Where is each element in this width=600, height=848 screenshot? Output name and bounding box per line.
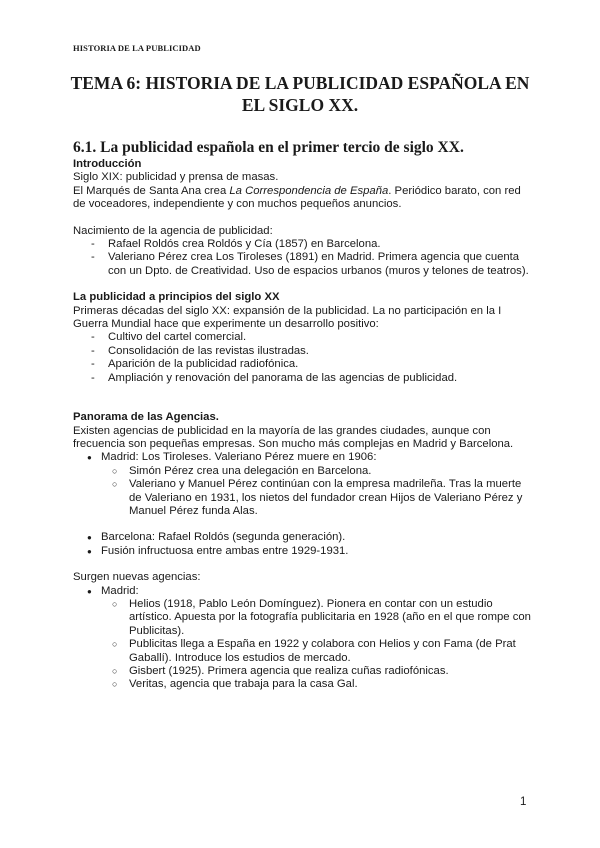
list-item: - Valeriano Pérez crea Los Tiroleses (1891) en Madrid. Primera agencia que cuenta con un Dpto. de Creatividad. Uso de espacios urbanos (muros y telones de teatros).	[73, 251, 533, 278]
document-body	[73, 138, 533, 692]
panorama-text: Existen agencias de publicidad en la mayoría de las grandes ciudades, aunque con frecuencia son pequeñas empresas. Son mucho más complejas en Madrid y Barcelona.	[73, 424, 514, 450]
page-number: 1	[520, 796, 527, 808]
intro-line-2-pre: El Marqués de Santa Ana crea	[73, 184, 230, 197]
intro-line-1: Siglo XIX: publicidad y prensa de masas.	[73, 171, 279, 184]
new-madrid-label: Madrid:	[101, 584, 139, 597]
madrid-sublist	[101, 465, 533, 519]
madrid-item: Madrid: Los Tiroleses. Valeriano Pérez muere en 1906:	[101, 451, 377, 464]
title-line-2: EL SIGLO XX.	[241, 95, 359, 115]
panorama-heading: Panorama de las Agencias.	[73, 411, 219, 424]
agency-intro: Nacimiento de la agencia de publicidad:	[73, 224, 273, 237]
agency-list	[73, 238, 533, 278]
running-header: HISTORIA DE LA PUBLICIDAD	[73, 43, 201, 53]
list-item	[73, 585, 533, 692]
early-list	[73, 331, 533, 385]
panorama-list	[73, 451, 533, 518]
list-item: ○ Gisbert (1925). Primera agencia que realiza cuñas radiofónicas.	[73, 665, 533, 678]
list-item: ○ Valeriano y Manuel Pérez continúan con la empresa madrileña. Tras la muerte de Valeriano en 1931, los nietos del fundador crean Hijos de Valeriano Pérez y Manuel Pérez funda Alas.	[73, 478, 533, 518]
section-title: 6.1. La publicidad española en el primer tercio de siglo XX.	[73, 139, 464, 156]
title-line-1: TEMA 6: HISTORIA DE LA PUBLICIDAD ESPAÑOLA EN	[70, 73, 530, 93]
list-item: - Ampliación y renovación del panorama de las agencias de publicidad.	[73, 372, 533, 385]
list-item: ● Barcelona: Rafael Roldós (segunda generación).	[73, 531, 533, 544]
document-title	[60, 72, 540, 116]
list-item: ○ Simón Pérez crea una delegación en Barcelona.	[73, 465, 533, 478]
intro-line-2	[73, 185, 533, 212]
list-item: - Consolidación de las revistas ilustradas.	[73, 345, 533, 358]
panorama-list-2	[73, 531, 533, 558]
early-text: Primeras décadas del siglo XX: expansión de la publicidad. La no participación en la I Guerra Mundial hace que experimente un desarrollo positivo:	[73, 304, 502, 331]
new-agencies-list	[73, 585, 533, 692]
intro-heading: Introducción	[73, 158, 142, 170]
list-item: ○ Helios (1918, Pablo León Domínguez). Pionera en contar con un estudio artístico. Apuesta por la fotografía publicitaria en 1928 (año en el que rompe con Publicitas).	[73, 598, 533, 638]
list-item: - Cultivo del cartel comercial.	[73, 331, 533, 344]
new-agencies-intro: Surgen nuevas agencias:	[73, 571, 201, 584]
intro-line-2-post: . Periódico barato, con red de voceadores, independiente y con muchos pequeños anuncios.	[73, 184, 521, 211]
list-item: ○ Publicitas llega a España en 1922 y colabora con Helios y con Fama (de Prat Gaballí). Introduce los estudios de mercado.	[73, 638, 533, 665]
early-heading: La publicidad a principios del siglo XX	[73, 291, 280, 304]
list-item: ● Fusión infructuosa entre ambas entre 1929-1931.	[73, 545, 533, 558]
new-madrid-sublist	[101, 598, 533, 692]
list-item: ○ Veritas, agencia que trabaja para la casa Gal.	[73, 678, 533, 691]
list-item	[73, 451, 533, 518]
newspaper-title: La Correspondencia de España	[229, 184, 389, 197]
list-item: - Rafael Roldós crea Roldós y Cía (1857) en Barcelona.	[73, 238, 533, 251]
list-item: - Aparición de la publicidad radiofónica.	[73, 358, 533, 371]
